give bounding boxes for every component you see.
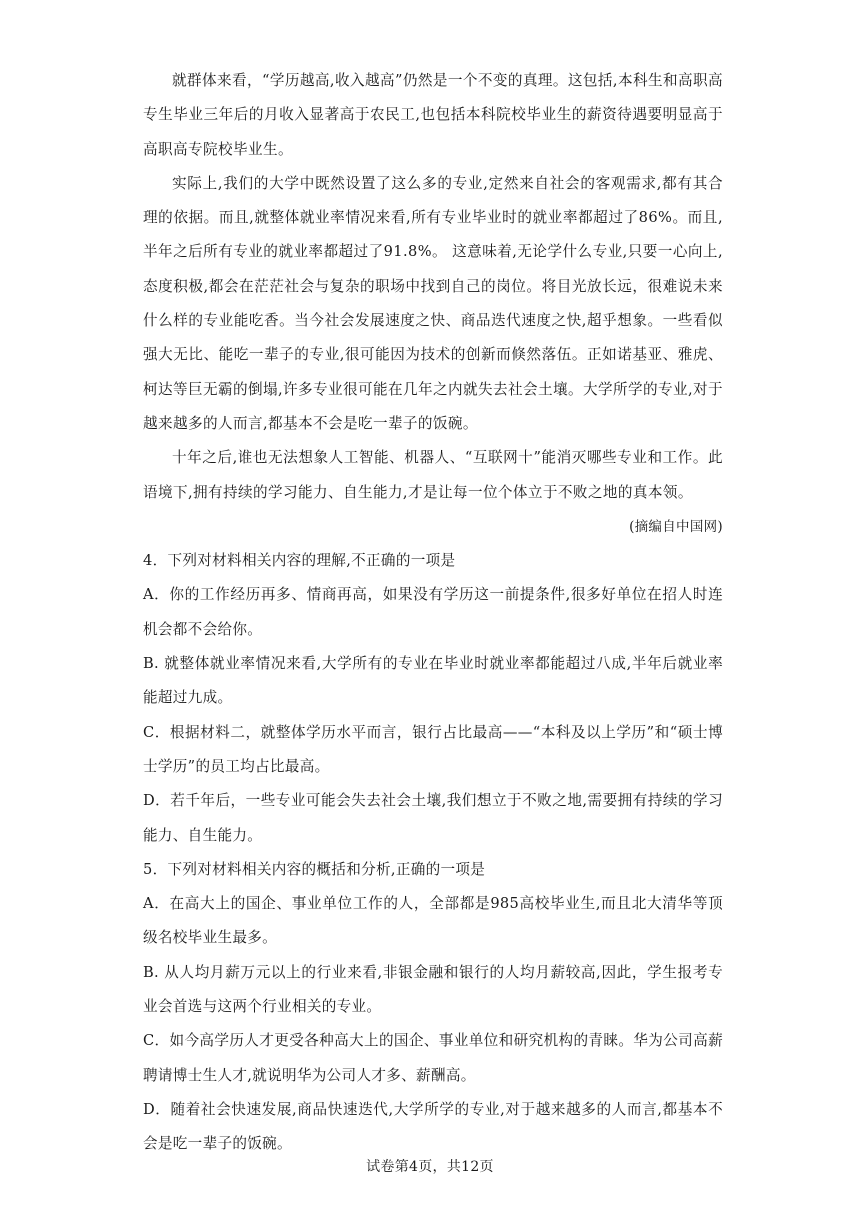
- option-c: C．如今高学历人才更受各种高大上的国企、事业单位和研究机构的青睐。华为公司高薪聘请博士生人才,就说明华为公司人才多、薪酬高。: [143, 1032, 723, 1084]
- passage-source: (摘编自中国网): [629, 518, 723, 535]
- option-b: B. 从人均月薪万元以上的行业来看,非银金融和银行的人均月薪较高,因此，学生报考专业会首选与这两个行业相关的专业。: [143, 963, 723, 1016]
- question-stem: 4．下列对材料相关内容的理解,不正确的一项是: [143, 552, 456, 570]
- question-4: [143, 544, 723, 853]
- passage-paragraph: 十年之后,谁也无法想象人工智能、机器人、“互联网十”能消灭哪些专业和工作。此语境下,拥有持续的学习能力、自生能力,才是让每一位个体立于不败之地的真本领。: [143, 449, 723, 501]
- option-a: A．在高大上的国企、事业单位工作的人，全部都是985高校毕业生,而且北大清华等顶级名校毕业生最多。: [143, 895, 723, 947]
- reading-passage: [143, 64, 723, 544]
- option-d: D．若千年后，一些专业可能会失去社会土壤,我们想立于不败之地,需要拥有持续的学习能力、自生能力。: [143, 792, 723, 844]
- question-stem: 5．下列对材料相关内容的概括和分析,正确的一项是: [143, 860, 486, 878]
- page-footer: 试卷第4页，共12页: [366, 1159, 494, 1175]
- page-content: [143, 64, 723, 1162]
- option-a: A．你的工作经历再多、情商再高，如果没有学历这一前提条件,很多好单位在招人时连机会都不会给你。: [143, 586, 723, 638]
- question-5: [143, 853, 723, 1162]
- option-c: C．根据材料二，就整体学历水平而言，银行占比最高——“本科及以上学历”和“硕士博士学历”的员工均占比最高。: [143, 723, 723, 775]
- option-b: B. 就整体就业率情况来看,大学所有的专业在毕业时就业率都能超过八成,半年后就业率能超过九成。: [143, 655, 723, 707]
- passage-paragraph: 就群体来看，“学历越高,收入越高”仍然是一个不变的真理。这包括,本科生和高职高专生毕业三年后的月收入显著高于农民工,也包括本科院校毕业生的薪资待遇要明显高于高职高专院校毕业生。: [143, 72, 723, 158]
- passage-paragraph: 实际上,我们的大学中既然设置了这么多的专业,定然来自社会的客观需求,都有其合理的依据。而且,就整体就业率情况来看,所有专业毕业时的就业率都超过了86%。而且,半年之后所有专业的就业率都超过了91.8%。 这意味着,无论学什么专业,只要一心向上,态度积极,都会在茫茫社会与复杂的职场中找到自己的岗位。将目光放长远，很难说未来什么样的专业能吃香。当今社会发展速度之快、商品迭代速度之快,超乎想象。一些看似强大无比、能吃一辈子的专业,很可能因为技术的创新而倏然落伍。正如诺基亚、雅虎、柯达等巨无霸的倒塌,许多专业很可能在几年之内就失去社会土壤。大学所学的专业,对于越来越多的人而言,都基本不会是吃一辈子的饭碗。: [143, 174, 723, 432]
- option-d: D．随着社会快速发展,商品快速迭代,大学所学的专业,对于越来越多的人而言,都基本不会是吃一辈子的饭碗。: [143, 1100, 723, 1153]
